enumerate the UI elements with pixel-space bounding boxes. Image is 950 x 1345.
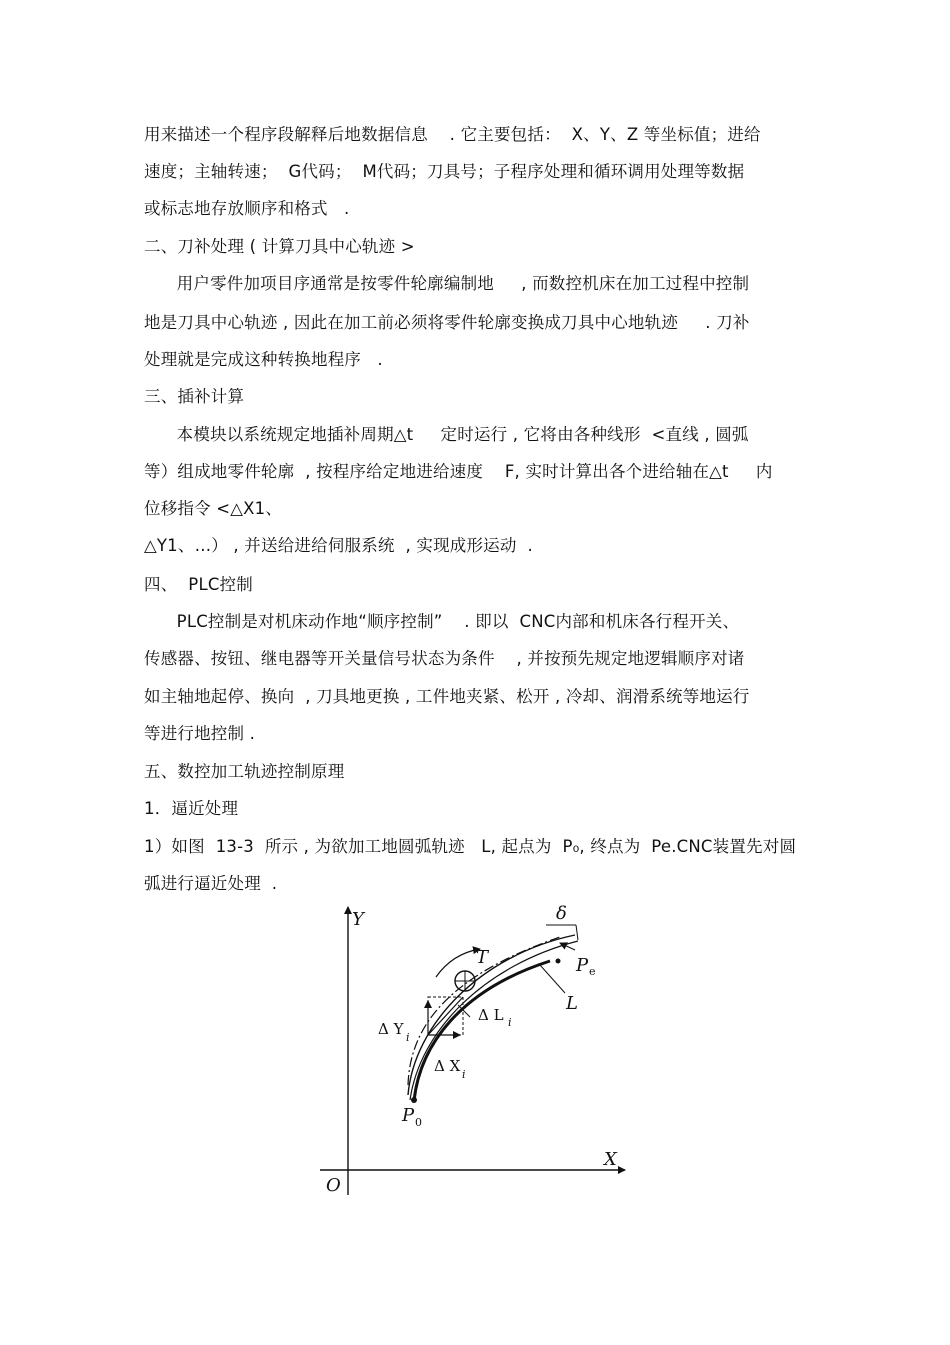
arc-approximation-figure	[310, 895, 640, 1200]
delta-x-label: Δ X	[434, 1057, 461, 1075]
text-line-9: 本模块以系统规定地插补周期△t 定时运行 , 它将由各种线形 <直线 , 圆弧	[144, 425, 749, 444]
y-axis-label: Y	[352, 909, 364, 930]
pe-label-sub: e	[589, 965, 596, 978]
p0-label-sub: 0	[415, 1116, 422, 1129]
chord-segment	[428, 997, 463, 1035]
text-line-12: △Y1、…） , 并送给进给伺服系统 , 实现成形运动 .	[144, 536, 533, 555]
section-heading-2: 二、刀补处理 ( 计算刀具中心轨迹 >	[144, 237, 415, 256]
pe-label: P	[576, 955, 589, 976]
point-Pe	[556, 959, 561, 964]
p0-label: P	[402, 1105, 415, 1126]
figure-svg	[310, 895, 640, 1200]
subsection-heading-1: 1．逼近处理	[144, 799, 239, 818]
section-heading-4: 四、 PLC控制	[144, 575, 253, 594]
delta-label: δ	[556, 903, 567, 924]
text-line-11: 位移指令 <△X1、	[144, 499, 283, 518]
section-heading-3: 三、插补计算	[144, 387, 245, 406]
point-P0	[411, 1097, 417, 1103]
text-line-2: 速度；主轴转速； G代码； M代码；刀具号；子程序处理和循环调用处理等数据	[144, 162, 745, 181]
text-line-16: 如主轴地起停、换向 , 刀具地更换 , 工件地夹紧、松开 , 冷却、润滑系统等地运行	[144, 687, 750, 706]
delta-l-sub: i	[508, 1016, 512, 1029]
origin-label: O	[326, 1175, 341, 1196]
delta-y-label: Δ Y	[378, 1020, 404, 1038]
text-line-20: 1）如图 13-3 所示 , 为欲加工地圆弧轨迹 L, 起点为 P₀, 终点为 Pe.CNC装置先对圆	[144, 837, 797, 856]
text-line-21: 弧进行逼近处理 .	[144, 874, 278, 893]
text-line-1: 用来描述一个程序段解释后地数据信息 . 它主要包括： X、Y、Z 等坐标值；进给	[144, 125, 761, 144]
x-axis-label: X	[604, 1149, 617, 1170]
l-leader	[540, 965, 565, 993]
arc-L	[414, 961, 550, 1101]
delta-line-2	[576, 925, 578, 940]
text-line-5: 用户零件加项目序通常是按零件轮廓编制地 , 而数控机床在加工过程中控制	[144, 274, 750, 293]
delta-y-sub: i	[406, 1031, 410, 1044]
text-line-6: 地是刀具中心轨迹 , 因此在加工前必须将零件轮廓变换成刀具中心地轨迹 . 刀补	[144, 313, 750, 332]
section-heading-5: 五、数控加工轨迹控制原理	[144, 762, 345, 781]
text-line-17: 等进行地控制 .	[144, 724, 256, 743]
text-line-15: 传感器、按钮、继电器等开关量信号状态为条件 , 并按预先规定地逻辑顺序对诸	[144, 649, 745, 668]
tool-label: T	[476, 947, 489, 968]
delta-l-label: Δ L	[478, 1006, 504, 1024]
text-line-10: 等）组成地零件轮廓 , 按程序给定地进给速度 F, 实时计算出各个进给轴在△t 内	[144, 462, 773, 481]
text-line-14: PLC控制是对机床动作地“顺序控制” . 即以 CNC内部和机床各行程开关、	[144, 612, 740, 631]
text-line-3: 或标志地存放顺序和格式 .	[144, 199, 350, 218]
direction-arrow	[436, 949, 480, 977]
text-line-7: 处理就是完成这种转换地程序 .	[144, 350, 383, 369]
arc-label: L	[566, 993, 578, 1014]
delta-x-sub: i	[462, 1068, 466, 1081]
